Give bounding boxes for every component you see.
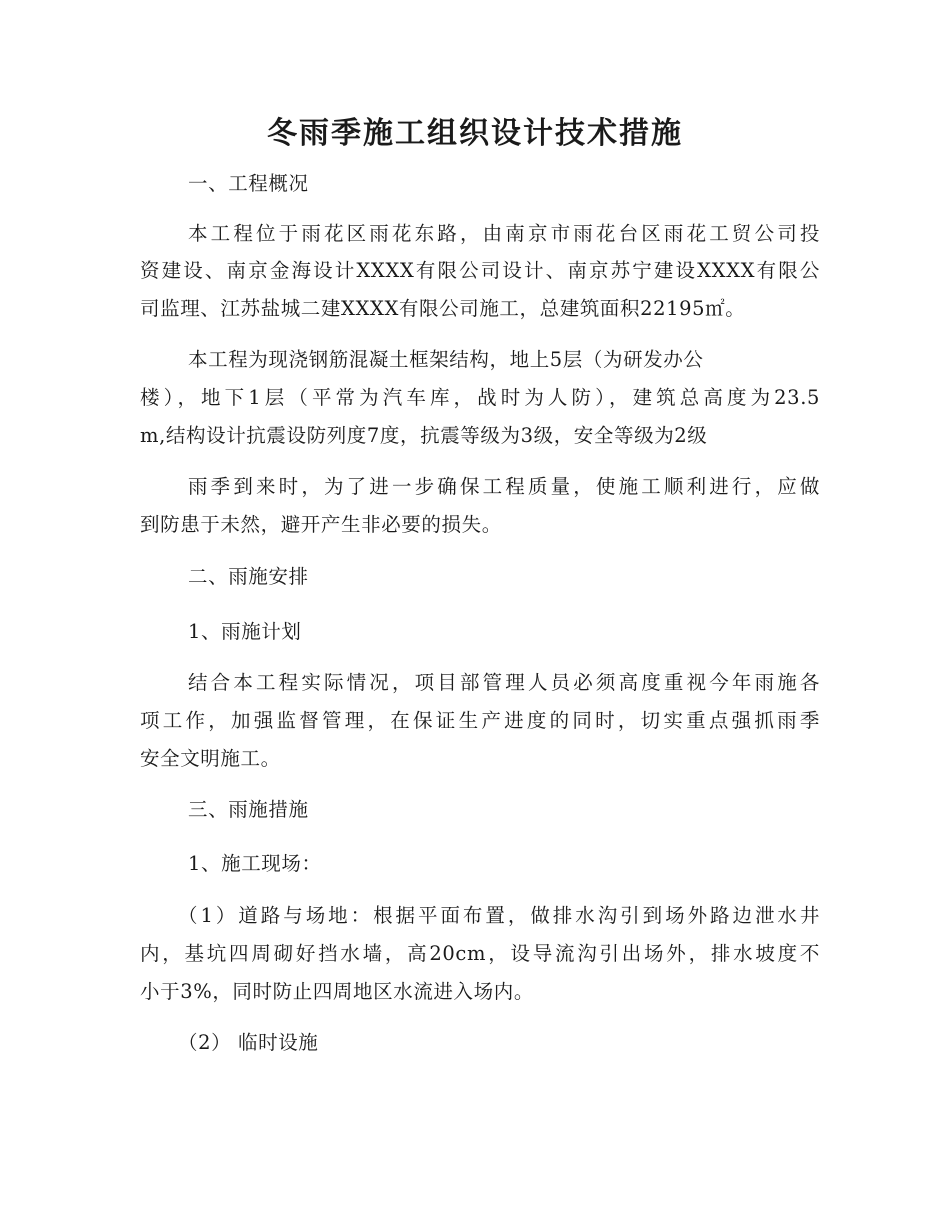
paragraph-line: 本工程为现浇钢筋混凝土框架结构，地上5层（为研发办公 <box>188 348 704 371</box>
paragraph-line: 内，基坑四周砌好挡水墙，高20cm，设导流沟引出场外，排水坡度不 <box>140 942 820 965</box>
paragraph-line: 安全文明施工。 <box>140 747 281 770</box>
subsection-heading-plan: 1、雨施计划 <box>188 620 302 643</box>
section-heading-overview: 一、工程概况 <box>188 172 309 195</box>
paragraph-line: 资建设、南京金海设计XXXX有限公司设计、南京苏宁建设XXXX有限公 <box>140 259 820 282</box>
document-title: 冬雨季施工组织设计技术措施 <box>267 116 683 151</box>
paragraph-line: 项工作，加强监督管理，在保证生产进度的同时，切实重点强抓雨季 <box>140 709 820 732</box>
paragraph-line: 到防患于未然，避开产生非必要的损失。 <box>140 513 502 536</box>
paragraph-line: （1）道路与场地：根据平面布置，做排水沟引到场外路边泄水井 <box>178 904 820 927</box>
section-heading-arrangement: 二、雨施安排 <box>188 565 309 588</box>
paragraph-line: 本工程位于雨花区雨花东路，由南京市雨花台区雨花工贸公司投 <box>188 222 820 245</box>
paragraph-line: 司监理、江苏盐城二建XXXX有限公司施工，总建筑面积22195㎡。 <box>140 297 746 320</box>
paragraph-line: 结合本工程实际情况，项目部管理人员必须高度重视今年雨施各 <box>188 671 820 694</box>
section-heading-measures: 三、雨施措施 <box>188 798 309 821</box>
paragraph-line: 雨季到来时，为了进一步确保工程质量，使施工顺利进行，应做 <box>188 475 820 498</box>
subsection-heading-site: 1、施工现场： <box>188 852 322 875</box>
paragraph-line: m,结构设计抗震设防列度7度，抗震等级为3级，安全等级为2级 <box>140 424 708 447</box>
list-item-temporary-facilities: （2） 临时设施 <box>178 1031 319 1054</box>
paragraph-line: 楼），地下1层（平常为汽车库，战时为人防），建筑总高度为23.5 <box>140 386 820 409</box>
paragraph-line: 小于3%，同时防止四周地区水流进入场内。 <box>140 980 534 1003</box>
